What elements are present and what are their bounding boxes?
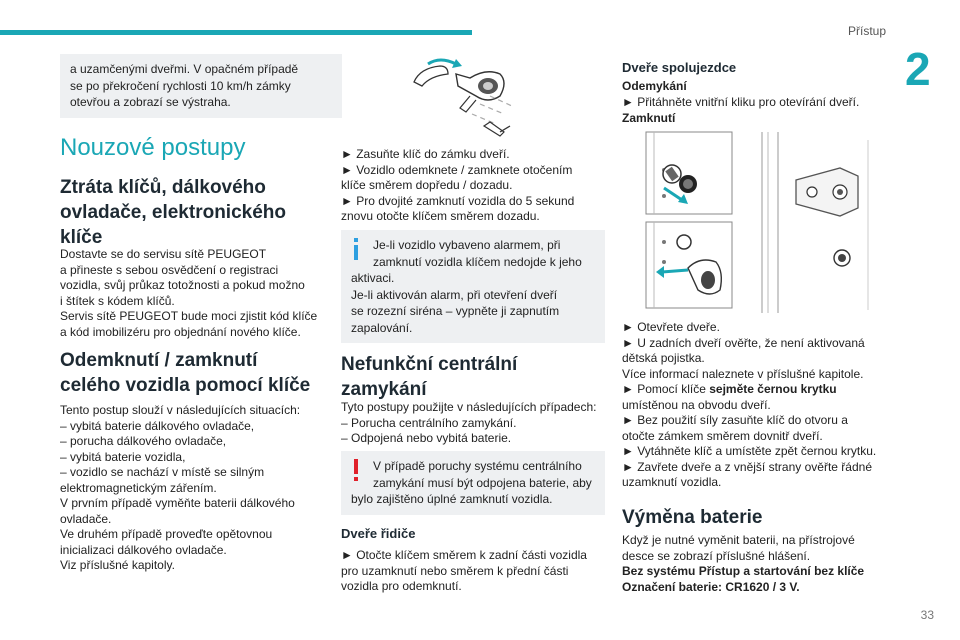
- subheading-locking: Zamknutí: [622, 111, 676, 125]
- paragraph-central-locking: Tyto postupy použijte v následujících případech: – Porucha centrálního zamykání. – Odpojená nebo vybitá baterie.: [341, 400, 597, 445]
- paragraph-passenger-unlock: ► Přitáhněte vnitřní kliku pro otevírání dveří.: [622, 95, 860, 109]
- warning-box-battery: V případě poruchy systému centrálního zamykání musí být odpojena baterie, aby bylo zajištěno úplné zamknutí vozidla.: [341, 451, 605, 515]
- info-icon: [349, 236, 363, 262]
- section-label: Přístup: [847, 24, 886, 38]
- paragraph-unlock-situations: Tento postup slouží v následujících situacích: – vybitá baterie dálkového ovladače, – porucha dálkového ovladače, – vybitá baterie vozidla, – vozidlo se nachází v místě se silným elektromagnetickým zářením. V prvním případě vyměňte baterii dálkového ovladače. Ve druhém případě proveďte opětovnou inicializaci dálkového ovladače. Viz příslušné kapitoly.: [60, 403, 301, 572]
- subheading-unlocking: Odemykání: [622, 79, 687, 93]
- heading-lost-keys: Ztráta klíčů, dálkového ovladače, elektronického klíče: [60, 177, 286, 248]
- paragraph-battery: Když je nutné vyměnit baterii, na přístrojové desce se zobrazí příslušné hlášení. Bez systému Přístup a startování bez klíče Označení baterie: CR1620 / 3 V.: [622, 533, 865, 594]
- paragraph-driver-door: ► Otočte klíčem směrem k zadní části vozidla pro uzamknutí nebo směrem k přední části vozidla pro odemknutí.: [341, 548, 587, 593]
- heading-driver-door: Dveře řidiče: [341, 526, 416, 541]
- top-accent-bar: [0, 30, 472, 35]
- paragraph-key-steps: ► Zasuňte klíč do zámku dveří. ► Vozidlo odemknete / zamknete otočením klíče směrem dopředu / dozadu. ► Pro dvojité zamknutí vozidla do 5 sekund znovu otočte klíčem směrem dozadu.: [341, 147, 575, 223]
- warning-icon: [349, 457, 363, 483]
- info-box-alarm: Je-li vozidlo vybaveno alarmem, při zamknutí vozidla klíčem nedojde k jeho aktivaci. Je-li aktivován alarm, při otevření dveří se rozezní siréna – vypněte ji zapnutím zapalování.: [341, 230, 605, 343]
- heading-central-locking-failure: Nefunkční centrální zamykání: [341, 354, 518, 400]
- heading-unlock-with-key: Odemknutí / zamknutí celého vozidla pomocí klíče: [60, 350, 311, 396]
- paragraph-passenger-lock-steps: ► Otevřete dveře. ► U zadních dveří ověřte, že není aktivovaná dětská pojistka. Více informací naleznete v příslušné kapitole. ► Pomocí klíče sejměte černou krytku umístěnou na obvodu dveří. ► Bez použití síly zasuňte klíč do otvoru a otočte zámkem směrem dovnitř dveří. ► Vytáhněte klíč a umístěte zpět černou krytku. ► Zavřete dveře a z vnější strany ověřte řádné uzamknutí vozidla.: [622, 320, 877, 489]
- key-in-lock-illustration: [400, 52, 530, 142]
- main-heading: Nouzové postupy: [60, 134, 246, 161]
- continued-note-box: a uzamčenými dveřmi. V opačném případě se po překročení rychlosti 10 km/h zámky otevřou a zobrazí se výstraha.: [60, 54, 342, 118]
- chapter-number: 2: [905, 43, 931, 95]
- heading-passenger-door: Dveře spolujezdce: [622, 60, 737, 75]
- heading-battery-replacement: Výměna baterie: [622, 507, 763, 528]
- page-number: 33: [920, 608, 934, 622]
- door-lock-illustration: [644, 130, 884, 315]
- paragraph-lost-keys: Dostavte se do servisu sítě PEUGEOT a přineste s sebou osvědčení o registraci vozidla, svůj průkaz totožnosti a pokud možno i štítek s kódem klíčů. Servis sítě PEUGEOT bude moci zjistit kód klíče a kód imobilizéru pro objednání nového klíče.: [60, 247, 318, 339]
